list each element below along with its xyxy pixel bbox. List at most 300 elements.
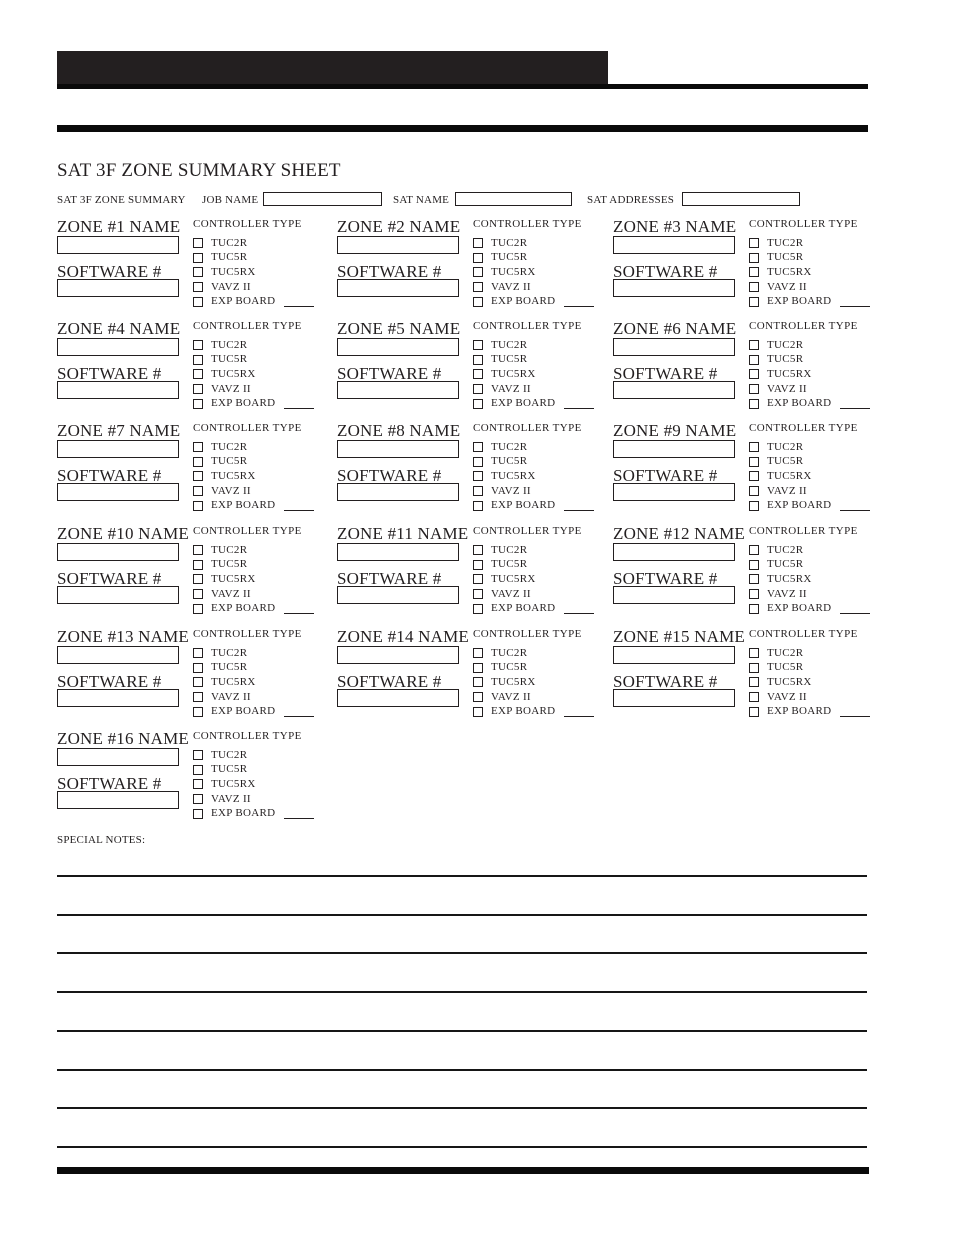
vavz-ii-checkbox[interactable]	[473, 589, 483, 599]
tuc2r-checkbox[interactable]	[473, 442, 483, 452]
controller-option-row	[193, 646, 314, 661]
controller-option-label: TUC2R	[211, 440, 248, 453]
zone-name-input[interactable]	[57, 440, 179, 458]
exp-board-blank[interactable]	[564, 398, 594, 409]
exp-board-checkbox[interactable]	[193, 707, 203, 717]
vavz-ii-checkbox[interactable]	[749, 486, 759, 496]
sat-name-label: SAT NAME	[393, 194, 450, 206]
vavz-ii-checkbox[interactable]	[193, 692, 203, 702]
sheet-label: SAT 3F ZONE SUMMARY	[57, 194, 186, 206]
controller-type-group	[473, 526, 594, 616]
controller-option-label: TUC5R	[211, 455, 248, 468]
controller-option-label: EXP BOARD	[211, 807, 276, 820]
controller-option-row	[473, 646, 594, 661]
controller-options	[193, 543, 314, 616]
software-number-input[interactable]	[613, 279, 735, 297]
sat-addresses-label: SAT ADDRESSES	[587, 194, 675, 206]
controller-option-label: TUC2R	[767, 236, 804, 249]
zone-name-input[interactable]	[337, 543, 459, 561]
controller-type-label: CONTROLLER TYPE	[473, 320, 582, 332]
controller-option-label: TUC5R	[767, 661, 804, 674]
software-number-input[interactable]	[57, 279, 179, 297]
controller-type-group	[473, 321, 594, 411]
controller-type-group	[193, 321, 314, 411]
controller-option-label: TUC5R	[767, 558, 804, 571]
controller-option-row	[193, 455, 314, 470]
exp-board-blank[interactable]	[564, 500, 594, 511]
tuc5r-checkbox[interactable]	[749, 663, 759, 673]
controller-option-row	[473, 251, 594, 266]
zone-block	[613, 319, 869, 410]
tuc5rx-checkbox[interactable]	[193, 267, 203, 277]
controller-option-row	[193, 353, 314, 368]
exp-board-checkbox[interactable]	[473, 707, 483, 717]
controller-option-row	[749, 646, 870, 661]
controller-option-row	[749, 367, 870, 382]
controller-option-label: EXP BOARD	[491, 602, 556, 615]
tuc5rx-checkbox[interactable]	[473, 267, 483, 277]
zone-name-input[interactable]	[57, 748, 179, 766]
controller-option-row	[473, 440, 594, 455]
exp-board-checkbox[interactable]	[473, 297, 483, 307]
tuc5rx-checkbox[interactable]	[193, 574, 203, 584]
software-number-label: SOFTWARE #	[337, 672, 442, 691]
controller-option-label: VAVZ II	[491, 690, 531, 703]
zone-name-label: ZONE #15 NAME	[613, 627, 745, 646]
controller-option-label: VAVZ II	[211, 690, 251, 703]
vavz-ii-checkbox[interactable]	[749, 589, 759, 599]
controller-option-row	[473, 338, 594, 353]
controller-options	[749, 236, 870, 309]
tuc5rx-checkbox[interactable]	[749, 471, 759, 481]
tuc2r-checkbox[interactable]	[749, 442, 759, 452]
controller-option-label: TUC5R	[211, 558, 248, 571]
controller-option-label: TUC5RX	[491, 572, 536, 585]
controller-option-row	[193, 704, 314, 719]
exp-board-blank[interactable]	[284, 296, 314, 307]
tuc5rx-checkbox[interactable]	[473, 369, 483, 379]
zone-name-input[interactable]	[337, 646, 459, 664]
controller-option-row	[193, 806, 314, 821]
job-name-label: JOB NAME	[202, 194, 259, 206]
exp-board-checkbox[interactable]	[749, 707, 759, 717]
vavz-ii-checkbox[interactable]	[749, 282, 759, 292]
exp-board-blank[interactable]	[840, 603, 870, 614]
exp-board-checkbox[interactable]	[749, 604, 759, 614]
controller-option-row	[193, 338, 314, 353]
controller-option-row	[749, 294, 870, 309]
controller-option-row	[193, 690, 314, 705]
controller-option-label: EXP BOARD	[491, 397, 556, 410]
controller-option-label: TUC5R	[491, 455, 528, 468]
controller-option-label: TUC5RX	[767, 265, 812, 278]
controller-option-label: VAVZ II	[491, 382, 531, 395]
controller-option-row	[473, 265, 594, 280]
notes-line[interactable]	[57, 952, 867, 954]
controller-option-row	[473, 601, 594, 616]
controller-type-group	[473, 629, 594, 719]
controller-type-label: CONTROLLER TYPE	[193, 525, 302, 537]
controller-option-row	[749, 382, 870, 397]
exp-board-checkbox[interactable]	[193, 399, 203, 409]
software-number-label: SOFTWARE #	[57, 466, 162, 485]
zone-block	[57, 217, 313, 308]
software-number-label: SOFTWARE #	[57, 262, 162, 281]
notes-line[interactable]	[57, 914, 867, 916]
tuc5r-checkbox[interactable]	[749, 253, 759, 263]
exp-board-blank[interactable]	[564, 296, 594, 307]
software-number-label: SOFTWARE #	[337, 364, 442, 383]
controller-option-row	[193, 251, 314, 266]
controller-option-label: TUC5RX	[767, 367, 812, 380]
tuc5r-checkbox[interactable]	[749, 457, 759, 467]
controller-options	[193, 338, 314, 411]
controller-type-group	[193, 731, 314, 821]
software-number-input[interactable]	[57, 586, 179, 604]
exp-board-checkbox[interactable]	[749, 399, 759, 409]
software-number-input[interactable]	[337, 483, 459, 501]
controller-option-row	[473, 455, 594, 470]
tuc2r-checkbox[interactable]	[193, 238, 203, 248]
zone-name-input[interactable]	[337, 236, 459, 254]
zone-name-input[interactable]	[57, 543, 179, 561]
tuc5r-checkbox[interactable]	[749, 355, 759, 365]
tuc5rx-checkbox[interactable]	[749, 677, 759, 687]
controller-option-label: EXP BOARD	[767, 295, 832, 308]
tuc2r-checkbox[interactable]	[473, 238, 483, 248]
zone-name-input[interactable]	[337, 440, 459, 458]
exp-board-checkbox[interactable]	[193, 604, 203, 614]
exp-board-checkbox[interactable]	[193, 501, 203, 511]
software-number-label: SOFTWARE #	[57, 569, 162, 588]
controller-option-label: VAVZ II	[211, 587, 251, 600]
controller-options	[749, 440, 870, 513]
controller-option-label: VAVZ II	[767, 382, 807, 395]
software-number-input[interactable]	[613, 483, 735, 501]
controller-option-row	[473, 382, 594, 397]
software-number-input[interactable]	[57, 483, 179, 501]
vavz-ii-checkbox[interactable]	[193, 282, 203, 292]
controller-option-row	[193, 675, 314, 690]
controller-option-label: VAVZ II	[491, 280, 531, 293]
exp-board-checkbox[interactable]	[749, 501, 759, 511]
software-number-input[interactable]	[57, 791, 179, 809]
zone-name-input[interactable]	[57, 338, 179, 356]
tuc5r-checkbox[interactable]	[473, 457, 483, 467]
controller-type-group	[473, 423, 594, 513]
header-divider	[57, 84, 868, 89]
zone-name-input[interactable]	[613, 543, 735, 561]
controller-type-group	[193, 526, 314, 616]
zone-block	[337, 627, 593, 718]
tuc5r-checkbox[interactable]	[193, 355, 203, 365]
zone-name-input[interactable]	[57, 236, 179, 254]
zone-name-label: ZONE #9 NAME	[613, 421, 737, 440]
tuc5rx-checkbox[interactable]	[749, 574, 759, 584]
controller-option-label: TUC5RX	[491, 367, 536, 380]
notes-line[interactable]	[57, 1107, 867, 1109]
controller-option-row	[473, 675, 594, 690]
vavz-ii-checkbox[interactable]	[473, 384, 483, 394]
exp-board-blank[interactable]	[564, 603, 594, 614]
vavz-ii-checkbox[interactable]	[749, 384, 759, 394]
controller-option-label: VAVZ II	[211, 484, 251, 497]
controller-type-label: CONTROLLER TYPE	[193, 218, 302, 230]
software-number-label: SOFTWARE #	[337, 466, 442, 485]
tuc5r-checkbox[interactable]	[473, 253, 483, 263]
controller-option-label: TUC5RX	[767, 572, 812, 585]
vavz-ii-checkbox[interactable]	[473, 282, 483, 292]
controller-option-label: TUC5RX	[767, 469, 812, 482]
exp-board-blank[interactable]	[284, 398, 314, 409]
zone-name-input[interactable]	[57, 646, 179, 664]
zone-block	[57, 729, 313, 820]
controller-option-label: TUC5R	[491, 558, 528, 571]
controller-option-row	[473, 280, 594, 295]
controller-option-row	[749, 455, 870, 470]
tuc2r-checkbox[interactable]	[473, 648, 483, 658]
job-name-input[interactable]	[263, 192, 382, 206]
controller-option-label: VAVZ II	[767, 587, 807, 600]
controller-option-row	[473, 236, 594, 251]
controller-type-label: CONTROLLER TYPE	[473, 422, 582, 434]
controller-option-label: TUC5RX	[491, 675, 536, 688]
controller-type-label: CONTROLLER TYPE	[193, 422, 302, 434]
software-number-input[interactable]	[613, 381, 735, 399]
tuc5r-checkbox[interactable]	[749, 560, 759, 570]
controller-option-row	[193, 587, 314, 602]
controller-option-label: TUC2R	[211, 646, 248, 659]
controller-option-row	[473, 484, 594, 499]
zone-name-input[interactable]	[337, 338, 459, 356]
software-number-input[interactable]	[337, 689, 459, 707]
exp-board-checkbox[interactable]	[473, 501, 483, 511]
controller-option-row	[749, 469, 870, 484]
notes-line[interactable]	[57, 1069, 867, 1071]
controller-option-row	[473, 572, 594, 587]
zone-block	[337, 319, 593, 410]
controller-option-label: VAVZ II	[767, 484, 807, 497]
tuc5r-checkbox[interactable]	[193, 560, 203, 570]
controller-option-row	[193, 498, 314, 513]
controller-type-group	[193, 629, 314, 719]
tuc2r-checkbox[interactable]	[193, 648, 203, 658]
tuc5rx-checkbox[interactable]	[193, 779, 203, 789]
software-number-label: SOFTWARE #	[337, 569, 442, 588]
tuc5rx-checkbox[interactable]	[473, 574, 483, 584]
controller-option-row	[749, 661, 870, 676]
tuc2r-checkbox[interactable]	[749, 238, 759, 248]
controller-option-label: VAVZ II	[211, 792, 251, 805]
controller-options	[473, 338, 594, 411]
tuc5r-checkbox[interactable]	[193, 663, 203, 673]
software-number-input[interactable]	[57, 381, 179, 399]
tuc5r-checkbox[interactable]	[473, 355, 483, 365]
zone-name-label: ZONE #10 NAME	[57, 524, 189, 543]
controller-option-label: EXP BOARD	[491, 295, 556, 308]
controller-options	[193, 236, 314, 309]
software-number-label: SOFTWARE #	[613, 466, 718, 485]
controller-option-row	[749, 265, 870, 280]
controller-option-label: TUC2R	[211, 236, 248, 249]
tuc2r-checkbox[interactable]	[193, 442, 203, 452]
controller-option-label: TUC2R	[491, 440, 528, 453]
controller-option-label: TUC5R	[211, 251, 248, 264]
tuc5rx-checkbox[interactable]	[193, 369, 203, 379]
controller-option-row	[193, 265, 314, 280]
vavz-ii-checkbox[interactable]	[473, 692, 483, 702]
tuc5rx-checkbox[interactable]	[749, 369, 759, 379]
controller-option-row	[193, 543, 314, 558]
controller-option-row	[749, 704, 870, 719]
exp-board-blank[interactable]	[284, 808, 314, 819]
sat-addresses-input[interactable]	[682, 192, 800, 206]
controller-option-row	[473, 396, 594, 411]
controller-type-label: CONTROLLER TYPE	[749, 218, 858, 230]
notes-line[interactable]	[57, 991, 867, 993]
exp-board-blank[interactable]	[284, 500, 314, 511]
vavz-ii-checkbox[interactable]	[193, 589, 203, 599]
tuc5r-checkbox[interactable]	[473, 663, 483, 673]
controller-option-row	[749, 353, 870, 368]
software-number-input[interactable]	[337, 381, 459, 399]
controller-option-row	[749, 587, 870, 602]
exp-board-blank[interactable]	[284, 706, 314, 717]
tuc2r-checkbox[interactable]	[193, 340, 203, 350]
tuc5rx-checkbox[interactable]	[749, 267, 759, 277]
exp-board-blank[interactable]	[840, 398, 870, 409]
notes-line[interactable]	[57, 875, 867, 877]
tuc5r-checkbox[interactable]	[473, 560, 483, 570]
exp-board-blank[interactable]	[840, 706, 870, 717]
controller-option-label: VAVZ II	[211, 280, 251, 293]
controller-option-label: TUC5RX	[211, 265, 256, 278]
zone-name-label: ZONE #12 NAME	[613, 524, 745, 543]
controller-option-row	[749, 572, 870, 587]
header-bar	[57, 51, 608, 84]
tuc2r-checkbox[interactable]	[749, 340, 759, 350]
tuc2r-checkbox[interactable]	[749, 648, 759, 658]
software-number-input[interactable]	[613, 689, 735, 707]
exp-board-blank[interactable]	[564, 706, 594, 717]
sat-name-input[interactable]	[455, 192, 572, 206]
vavz-ii-checkbox[interactable]	[193, 794, 203, 804]
controller-option-row	[473, 294, 594, 309]
zone-name-input[interactable]	[613, 646, 735, 664]
zone-block	[57, 524, 313, 615]
tuc5rx-checkbox[interactable]	[473, 677, 483, 687]
tuc2r-checkbox[interactable]	[193, 545, 203, 555]
controller-option-label: TUC2R	[767, 440, 804, 453]
zone-block	[337, 217, 593, 308]
controller-option-row	[749, 543, 870, 558]
tuc5r-checkbox[interactable]	[193, 765, 203, 775]
tuc2r-checkbox[interactable]	[473, 340, 483, 350]
tuc5rx-checkbox[interactable]	[193, 471, 203, 481]
controller-option-row	[749, 251, 870, 266]
exp-board-checkbox[interactable]	[193, 809, 203, 819]
tuc5rx-checkbox[interactable]	[473, 471, 483, 481]
exp-board-checkbox[interactable]	[473, 399, 483, 409]
controller-option-label: TUC5RX	[211, 367, 256, 380]
exp-board-blank[interactable]	[840, 296, 870, 307]
tuc2r-checkbox[interactable]	[749, 545, 759, 555]
zone-name-input[interactable]	[613, 338, 735, 356]
controller-option-row	[473, 704, 594, 719]
controller-type-label: CONTROLLER TYPE	[473, 525, 582, 537]
vavz-ii-checkbox[interactable]	[193, 486, 203, 496]
tuc5r-checkbox[interactable]	[193, 253, 203, 263]
zone-name-label: ZONE #5 NAME	[337, 319, 461, 338]
controller-option-label: EXP BOARD	[211, 295, 276, 308]
page-title: SAT 3F ZONE SUMMARY SHEET	[57, 160, 341, 181]
tuc2r-checkbox[interactable]	[193, 750, 203, 760]
controller-option-label: TUC5RX	[211, 469, 256, 482]
controller-option-label: TUC5R	[211, 353, 248, 366]
controller-option-row	[473, 661, 594, 676]
controller-option-row	[193, 280, 314, 295]
controller-type-group	[749, 321, 870, 411]
controller-option-label: TUC2R	[767, 543, 804, 556]
controller-option-label: VAVZ II	[491, 587, 531, 600]
controller-option-row	[193, 792, 314, 807]
exp-board-checkbox[interactable]	[193, 297, 203, 307]
exp-board-checkbox[interactable]	[473, 604, 483, 614]
controller-option-label: TUC5R	[491, 661, 528, 674]
controller-option-label: TUC5RX	[491, 265, 536, 278]
software-number-input[interactable]	[337, 279, 459, 297]
bottom-divider	[57, 1167, 869, 1174]
controller-option-label: EXP BOARD	[211, 397, 276, 410]
vavz-ii-checkbox[interactable]	[749, 692, 759, 702]
software-number-input[interactable]	[57, 689, 179, 707]
controller-option-label: TUC2R	[767, 338, 804, 351]
zone-name-label: ZONE #13 NAME	[57, 627, 189, 646]
exp-board-blank[interactable]	[840, 500, 870, 511]
software-number-input[interactable]	[337, 586, 459, 604]
software-number-input[interactable]	[613, 586, 735, 604]
controller-option-row	[473, 469, 594, 484]
controller-option-row	[749, 280, 870, 295]
notes-line[interactable]	[57, 1146, 867, 1148]
tuc2r-checkbox[interactable]	[473, 545, 483, 555]
software-number-label: SOFTWARE #	[613, 569, 718, 588]
exp-board-checkbox[interactable]	[749, 297, 759, 307]
controller-option-label: TUC2R	[211, 338, 248, 351]
controller-type-group	[749, 629, 870, 719]
notes-line[interactable]	[57, 1030, 867, 1032]
controller-option-label: EXP BOARD	[491, 499, 556, 512]
zone-name-input[interactable]	[613, 440, 735, 458]
zone-name-label: ZONE #6 NAME	[613, 319, 737, 338]
controller-option-label: TUC5R	[767, 455, 804, 468]
tuc5rx-checkbox[interactable]	[193, 677, 203, 687]
software-number-label: SOFTWARE #	[337, 262, 442, 281]
exp-board-blank[interactable]	[284, 603, 314, 614]
controller-option-row	[193, 601, 314, 616]
controller-option-row	[193, 484, 314, 499]
zone-name-label: ZONE #11 NAME	[337, 524, 469, 543]
controller-option-row	[193, 236, 314, 251]
controller-type-label: CONTROLLER TYPE	[749, 422, 858, 434]
zone-name-input[interactable]	[613, 236, 735, 254]
controller-type-group	[749, 526, 870, 616]
controller-option-label: TUC5RX	[491, 469, 536, 482]
controller-option-label: TUC2R	[767, 646, 804, 659]
tuc5r-checkbox[interactable]	[193, 457, 203, 467]
vavz-ii-checkbox[interactable]	[193, 384, 203, 394]
vavz-ii-checkbox[interactable]	[473, 486, 483, 496]
